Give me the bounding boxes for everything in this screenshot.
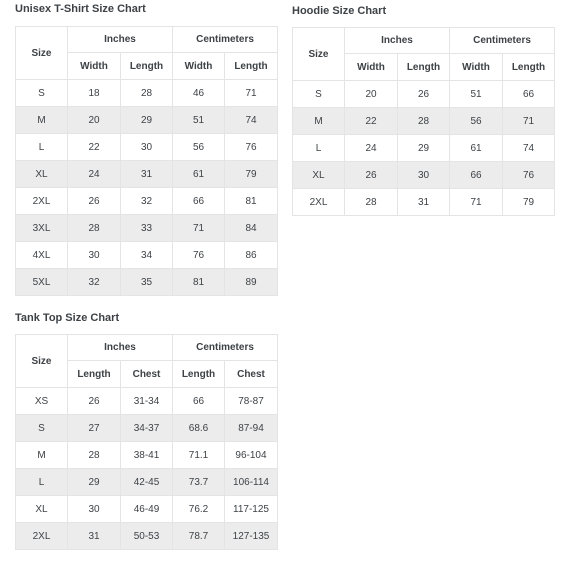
measurement-cell: 29: [68, 469, 121, 496]
measurement-cell: 38-41: [121, 442, 173, 469]
measurement-cell: 71: [225, 80, 278, 107]
size-cell: S: [293, 81, 345, 108]
column-header: Chest: [225, 361, 278, 388]
measurement-cell: 61: [450, 135, 503, 162]
measurement-cell: 79: [225, 161, 278, 188]
measurement-cell: 34: [121, 242, 173, 269]
size-column-header: Size: [16, 335, 68, 388]
tank-size-table: [15, 334, 278, 550]
column-header: Length: [121, 53, 173, 80]
measurement-cell: 31-34: [121, 388, 173, 415]
measurement-cell: 32: [68, 269, 121, 296]
measurement-cell: 26: [345, 162, 398, 189]
measurement-cell: 29: [121, 107, 173, 134]
table-row: [16, 188, 278, 215]
tshirt-size-table: [15, 26, 278, 296]
measurement-cell: 81: [173, 269, 225, 296]
measurement-cell: 61: [173, 161, 225, 188]
column-header: Length: [503, 54, 555, 81]
table-row: [293, 135, 555, 162]
size-cell: 2XL: [293, 189, 345, 216]
size-cell: 5XL: [16, 269, 68, 296]
measurement-cell: 76.2: [173, 496, 225, 523]
table-row: [16, 107, 278, 134]
table-row: [16, 134, 278, 161]
measurement-cell: 31: [398, 189, 450, 216]
centimeters-group-header: Centimeters: [173, 27, 278, 53]
measurement-cell: 89: [225, 269, 278, 296]
table-row: [16, 161, 278, 188]
measurement-cell: 78-87: [225, 388, 278, 415]
table-row: [293, 108, 555, 135]
measurement-cell: 22: [345, 108, 398, 135]
measurement-cell: 74: [503, 135, 555, 162]
measurement-cell: 84: [225, 215, 278, 242]
measurement-cell: 71: [173, 215, 225, 242]
measurement-cell: 22: [68, 134, 121, 161]
measurement-cell: 74: [225, 107, 278, 134]
size-cell: XL: [16, 496, 68, 523]
measurement-cell: 56: [450, 108, 503, 135]
measurement-cell: 106-114: [225, 469, 278, 496]
measurement-cell: 76: [225, 134, 278, 161]
centimeters-group-header: Centimeters: [450, 28, 555, 54]
measurement-cell: 42-45: [121, 469, 173, 496]
size-cell: XL: [16, 161, 68, 188]
table-row: [16, 242, 278, 269]
measurement-cell: 96-104: [225, 442, 278, 469]
table-row: [293, 189, 555, 216]
measurement-cell: 51: [450, 81, 503, 108]
size-cell: L: [16, 469, 68, 496]
column-header: Length: [398, 54, 450, 81]
measurement-cell: 46: [173, 80, 225, 107]
measurement-cell: 24: [345, 135, 398, 162]
measurement-cell: 81: [225, 188, 278, 215]
measurement-cell: 32: [121, 188, 173, 215]
measurement-cell: 46-49: [121, 496, 173, 523]
measurement-cell: 27: [68, 415, 121, 442]
measurement-cell: 26: [398, 81, 450, 108]
size-cell: L: [293, 135, 345, 162]
measurement-cell: 18: [68, 80, 121, 107]
measurement-cell: 31: [68, 523, 121, 550]
measurement-cell: 35: [121, 269, 173, 296]
tank-size-chart: [15, 312, 278, 550]
measurement-cell: 66: [173, 188, 225, 215]
hoodie-table-body: [293, 81, 555, 216]
measurement-cell: 86: [225, 242, 278, 269]
column-header: Length: [225, 53, 278, 80]
measurement-cell: 71: [450, 189, 503, 216]
hoodie-size-chart: [292, 5, 555, 216]
tank-table-body: [16, 388, 278, 550]
measurement-cell: 34-37: [121, 415, 173, 442]
measurement-cell: 24: [68, 161, 121, 188]
measurement-cell: 66: [503, 81, 555, 108]
tshirt-table-body: [16, 80, 278, 296]
table-row: [16, 388, 278, 415]
hoodie-size-table: [292, 27, 555, 216]
measurement-cell: 78.7: [173, 523, 225, 550]
size-cell: M: [16, 442, 68, 469]
measurement-cell: 20: [68, 107, 121, 134]
measurement-cell: 50-53: [121, 523, 173, 550]
measurement-cell: 28: [121, 80, 173, 107]
measurement-cell: 71: [503, 108, 555, 135]
inches-group-header: Inches: [345, 28, 450, 54]
column-header: Length: [173, 361, 225, 388]
measurement-cell: 26: [68, 388, 121, 415]
column-header: Width: [173, 53, 225, 80]
measurement-cell: 30: [68, 496, 121, 523]
measurement-cell: 28: [68, 215, 121, 242]
measurement-cell: 66: [450, 162, 503, 189]
column-header: Width: [68, 53, 121, 80]
measurement-cell: 28: [345, 189, 398, 216]
measurement-cell: 66: [173, 388, 225, 415]
measurement-cell: 28: [398, 108, 450, 135]
table-row: [16, 523, 278, 550]
measurement-cell: 20: [345, 81, 398, 108]
table-row: [16, 442, 278, 469]
measurement-cell: 33: [121, 215, 173, 242]
size-cell: 4XL: [16, 242, 68, 269]
table-row: [16, 80, 278, 107]
size-cell: M: [16, 107, 68, 134]
measurement-cell: 30: [68, 242, 121, 269]
measurement-cell: 26: [68, 188, 121, 215]
tshirt-size-chart: [15, 3, 278, 296]
table-row: [16, 269, 278, 296]
size-cell: XS: [16, 388, 68, 415]
column-header: Length: [68, 361, 121, 388]
tank-chart-title: Tank Top Size Chart: [15, 312, 120, 324]
size-cell: 3XL: [16, 215, 68, 242]
size-cell: S: [16, 415, 68, 442]
size-cell: 2XL: [16, 188, 68, 215]
measurement-cell: 56: [173, 134, 225, 161]
measurement-cell: 76: [173, 242, 225, 269]
measurement-cell: 51: [173, 107, 225, 134]
hoodie-chart-title: Hoodie Size Chart: [292, 5, 387, 17]
table-row: [16, 415, 278, 442]
table-row: [293, 162, 555, 189]
measurement-cell: 28: [68, 442, 121, 469]
table-row: [16, 469, 278, 496]
size-column-header: Size: [293, 28, 345, 81]
measurement-cell: 29: [398, 135, 450, 162]
inches-group-header: Inches: [68, 27, 173, 53]
inches-group-header: Inches: [68, 335, 173, 361]
size-cell: XL: [293, 162, 345, 189]
measurement-cell: 79: [503, 189, 555, 216]
size-cell: L: [16, 134, 68, 161]
tshirt-chart-title: Unisex T-Shirt Size Chart: [15, 3, 146, 15]
size-cell: S: [16, 80, 68, 107]
measurement-cell: 73.7: [173, 469, 225, 496]
column-header: Chest: [121, 361, 173, 388]
centimeters-group-header: Centimeters: [173, 335, 278, 361]
size-cell: 2XL: [16, 523, 68, 550]
measurement-cell: 71.1: [173, 442, 225, 469]
measurement-cell: 87-94: [225, 415, 278, 442]
measurement-cell: 117-125: [225, 496, 278, 523]
table-row: [16, 496, 278, 523]
measurement-cell: 30: [398, 162, 450, 189]
measurement-cell: 68.6: [173, 415, 225, 442]
table-row: [16, 215, 278, 242]
size-column-header: Size: [16, 27, 68, 80]
measurement-cell: 76: [503, 162, 555, 189]
column-header: Width: [450, 54, 503, 81]
table-row: [293, 81, 555, 108]
measurement-cell: 31: [121, 161, 173, 188]
measurement-cell: 127-135: [225, 523, 278, 550]
column-header: Width: [345, 54, 398, 81]
size-cell: M: [293, 108, 345, 135]
measurement-cell: 30: [121, 134, 173, 161]
